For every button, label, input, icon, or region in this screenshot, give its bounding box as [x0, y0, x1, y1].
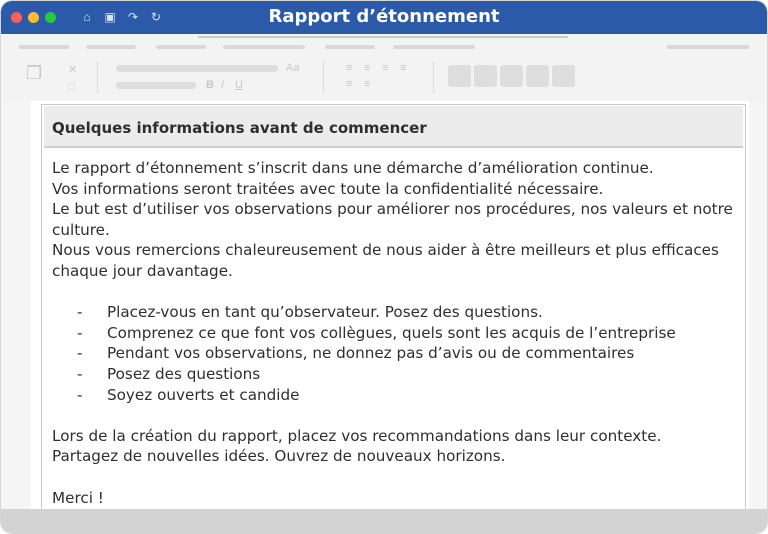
- style-swatch[interactable]: [526, 65, 549, 87]
- intro-line: Vos informations seront traitées avec toute la confidentialité nécessaire.: [52, 179, 604, 198]
- paste-icon[interactable]: ❐: [26, 63, 43, 83]
- list-item: [52, 343, 742, 364]
- list-icon[interactable]: ≡: [346, 78, 353, 90]
- style-swatch[interactable]: [500, 65, 523, 87]
- card-body: [52, 158, 742, 508]
- align-right-icon[interactable]: ≡: [382, 62, 389, 74]
- style-swatch[interactable]: [474, 65, 497, 87]
- signoff: Merci !: [52, 488, 104, 507]
- font-name-dropdown[interactable]: [116, 65, 278, 72]
- cut-icon[interactable]: ✕: [68, 64, 78, 76]
- intro-line: Nous vous remercions chaleureusement de nous aider à être meilleurs et plus efficaces chaque jour davantage.: [52, 241, 719, 280]
- title-bar: [1, 1, 767, 34]
- bullet-marker: -: [77, 323, 83, 342]
- list-item: [52, 364, 742, 385]
- window-title: Rapport d’étonnement: [268, 6, 500, 27]
- menu-placeholder[interactable]: [393, 45, 475, 49]
- list-item-text: Posez des questions: [107, 364, 261, 383]
- ribbon-separator: [97, 61, 98, 93]
- intro-line: Le but est d’utiliser vos observations pour améliorer nos procédures, nos valeurs et notre culture.: [52, 200, 733, 239]
- bold-icon[interactable]: B: [206, 79, 214, 91]
- menu-placeholder[interactable]: [667, 45, 749, 49]
- refresh-icon[interactable]: ↻: [150, 10, 162, 24]
- home-icon[interactable]: ⌂: [83, 10, 91, 24]
- list-item-text: Placez-vous en tant qu’observateur. Posez des questions.: [107, 303, 543, 322]
- justify-icon[interactable]: ≡: [400, 62, 407, 74]
- indent-icon[interactable]: ≡: [364, 78, 371, 90]
- list-item-text: Comprenez ce que font vos collègues, quels sont les acquis de l’entreprise: [107, 323, 676, 342]
- menu-placeholder[interactable]: [86, 45, 136, 49]
- menu-placeholder[interactable]: [223, 45, 305, 49]
- copy-icon[interactable]: □: [68, 81, 75, 93]
- card-title: Quelques informations avant de commencer: [52, 119, 427, 137]
- bullet-marker: -: [77, 364, 83, 383]
- font-size-dropdown[interactable]: [116, 82, 196, 89]
- list-item-text: Soyez ouverts et candide: [107, 385, 300, 404]
- spacer: [52, 467, 742, 488]
- italic-icon[interactable]: I: [221, 79, 225, 91]
- closing-line: Lors de la création du rapport, placez vos recommandations dans leur contexte.: [52, 426, 662, 445]
- bullet-marker: -: [77, 303, 83, 322]
- menu-placeholder[interactable]: [19, 45, 69, 49]
- intro-line: Le rapport d’étonnement s’inscrit dans une démarche d’amélioration continue.: [52, 159, 654, 177]
- active-tab-indicator: [198, 36, 568, 38]
- spacer: [52, 405, 742, 426]
- underline-icon[interactable]: U: [235, 79, 243, 91]
- menu-placeholder[interactable]: [156, 45, 206, 49]
- align-center-icon[interactable]: ≡: [364, 62, 371, 74]
- card-header: [44, 106, 743, 148]
- style-swatch[interactable]: [448, 65, 471, 87]
- ribbon-separator: [323, 61, 324, 93]
- ribbon-separator: [433, 61, 434, 93]
- bullet-marker: -: [77, 344, 83, 363]
- style-swatch[interactable]: [552, 65, 575, 87]
- menu-placeholder[interactable]: [325, 45, 375, 49]
- info-card: [41, 104, 746, 509]
- font-size-icon[interactable]: Aa: [286, 62, 300, 74]
- bullet-marker: -: [77, 385, 83, 404]
- list-item: [52, 323, 742, 344]
- status-bar: [1, 509, 767, 534]
- align-left-icon[interactable]: ≡: [346, 62, 353, 74]
- list-item-text: Pendant vos observations, ne donnez pas d’avis ou de commentaires: [107, 344, 635, 363]
- spacer: [52, 282, 742, 303]
- closing-line: Partagez de nouvelles idées. Ouvrez de nouveaux horizons.: [52, 447, 506, 466]
- share-icon[interactable]: ↷: [127, 10, 139, 24]
- list-item: [52, 302, 742, 323]
- save-icon[interactable]: ▣: [104, 10, 116, 24]
- list-item: [52, 385, 742, 406]
